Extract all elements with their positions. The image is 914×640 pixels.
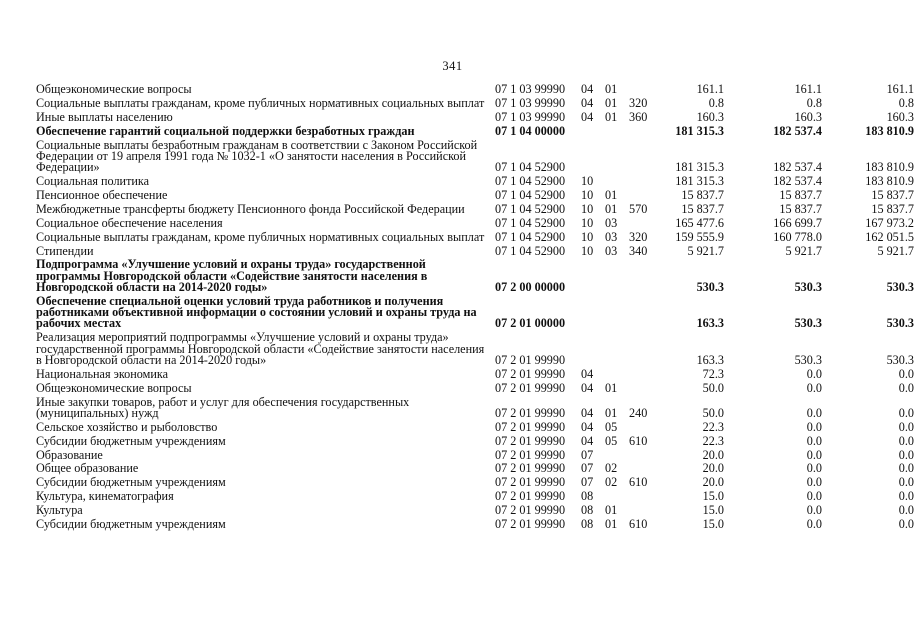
row-name: Национальная экономика xyxy=(36,366,169,381)
amount-year-3: 0.0 xyxy=(898,366,914,381)
amount-year-3: 161.1 xyxy=(886,82,914,96)
amount-year-1: 15.0 xyxy=(702,517,724,532)
subsection-code: 02 xyxy=(605,461,618,476)
row-name: Субсидии бюджетным учреждениям xyxy=(36,517,226,532)
subsection-code: 01 xyxy=(605,109,618,124)
section-code: 07 xyxy=(581,447,594,462)
section-code: 10 xyxy=(581,215,594,230)
target-article-code: 07 1 04 52900 xyxy=(495,215,566,230)
amount-year-2: 0.0 xyxy=(806,489,822,504)
expense-type-code: 610 xyxy=(629,517,648,532)
amount-year-1: 163.3 xyxy=(696,352,724,367)
amount-year-1: 181 315.3 xyxy=(675,160,724,175)
target-article-code: 07 2 01 99990 xyxy=(495,366,566,381)
amount-year-1: 165 477.6 xyxy=(675,215,724,230)
section-code: 04 xyxy=(581,380,594,395)
amount-year-1: 160.3 xyxy=(696,109,724,124)
target-article-code: 07 1 03 99990 xyxy=(495,109,566,124)
target-article-code: 07 1 04 00000 xyxy=(495,123,566,138)
amount-year-3: 0.0 xyxy=(898,405,914,420)
amount-year-1: 163.3 xyxy=(696,316,724,331)
section-code: 04 xyxy=(581,95,594,110)
amount-year-2: 0.0 xyxy=(806,405,822,420)
target-article-code: 07 2 01 00000 xyxy=(495,316,566,331)
amount-year-2: 0.0 xyxy=(806,419,822,434)
amount-year-3: 167 973.2 xyxy=(865,215,914,230)
amount-year-2: 161.1 xyxy=(794,82,822,96)
section-code: 08 xyxy=(581,503,594,518)
table-row xyxy=(36,447,914,464)
subsection-code: 01 xyxy=(605,187,618,202)
row-name: Социальное обеспечение населения xyxy=(36,215,223,230)
target-article-code: 07 1 03 99990 xyxy=(495,82,566,96)
subsection-code: 05 xyxy=(605,433,618,448)
amount-year-3: 0.0 xyxy=(898,461,914,476)
row-name: Субсидии бюджетным учреждениям xyxy=(36,433,226,448)
amount-year-2: 160 778.0 xyxy=(773,229,822,244)
row-name: Стипендии xyxy=(36,243,94,258)
section-code: 04 xyxy=(581,433,594,448)
amount-year-3: 530.3 xyxy=(886,316,914,331)
amount-year-3: 530.3 xyxy=(886,279,914,294)
row-name: Социальные выплаты гражданам, кроме публичных нормативных социальных выплат xyxy=(36,229,485,244)
amount-year-1: 22.3 xyxy=(702,433,724,448)
subsection-code: 01 xyxy=(605,503,618,518)
amount-year-2: 530.3 xyxy=(794,352,822,367)
row-name: Общеэкономические вопросы xyxy=(36,82,192,96)
amount-year-2: 530.3 xyxy=(794,279,822,294)
amount-year-2: 15 837.7 xyxy=(779,187,822,202)
amount-year-3: 0.0 xyxy=(898,419,914,434)
amount-year-1: 181 315.3 xyxy=(675,123,724,138)
subsection-code: 03 xyxy=(605,229,618,244)
amount-year-1: 159 555.9 xyxy=(675,229,724,244)
section-code: 10 xyxy=(581,229,594,244)
section-code: 04 xyxy=(581,405,594,420)
amount-year-1: 530.3 xyxy=(696,279,724,294)
amount-year-2: 0.8 xyxy=(806,95,822,110)
row-name: Иные закупки товаров, работ и услуг для обеспечения государственных (муниципальных) нужд xyxy=(36,394,410,420)
target-article-code: 07 1 04 52900 xyxy=(495,187,566,202)
subsection-code: 05 xyxy=(605,419,618,434)
amount-year-2: 160.3 xyxy=(794,109,822,124)
subsection-code: 01 xyxy=(605,517,618,532)
target-article-code: 07 2 01 99990 xyxy=(495,503,566,518)
row-name: Иные выплаты населению xyxy=(36,109,173,124)
row-name: Межбюджетные трансферты бюджету Пенсионного фонда Российской Федерации xyxy=(36,201,465,216)
row-name: Социальные выплаты безработным гражданам в соответствии с Законом Российской Федерации от 19 апреля 1991 года № 1032-1 «О занятости населения в Российской Федерации» xyxy=(36,137,478,175)
target-article-code: 07 2 01 99990 xyxy=(495,405,566,420)
amount-year-2: 0.0 xyxy=(806,503,822,518)
table-row xyxy=(36,332,914,368)
section-code: 04 xyxy=(581,366,594,381)
table-row xyxy=(36,229,914,246)
target-article-code: 07 1 04 52900 xyxy=(495,201,566,216)
page-number: 341 xyxy=(442,59,463,73)
section-code: 07 xyxy=(581,461,594,476)
subsection-code: 02 xyxy=(605,475,618,490)
expense-type-code: 610 xyxy=(629,433,648,448)
amount-year-3: 15 837.7 xyxy=(871,201,914,216)
amount-year-2: 182 537.4 xyxy=(773,160,822,175)
amount-year-1: 50.0 xyxy=(702,405,724,420)
budget-table xyxy=(36,84,914,533)
section-code: 08 xyxy=(581,489,594,504)
expense-type-code: 320 xyxy=(629,229,648,244)
target-article-code: 07 1 04 52900 xyxy=(495,229,566,244)
amount-year-1: 15.0 xyxy=(702,503,724,518)
row-name: Реализация мероприятий подпрограммы «Улучшение условий и охраны труда» государственной программы Новгородской области «Содействие занятости населения в Новгородской области на 2014-2020 годы» xyxy=(36,330,485,367)
amount-year-3: 0.0 xyxy=(898,475,914,490)
target-article-code: 07 2 01 99990 xyxy=(495,419,566,434)
amount-year-2: 15 837.7 xyxy=(779,201,822,216)
expense-type-code: 360 xyxy=(629,109,648,124)
subsection-code: 01 xyxy=(605,95,618,110)
amount-year-3: 0.0 xyxy=(898,380,914,395)
amount-year-2: 0.0 xyxy=(806,366,822,381)
table-row xyxy=(36,433,914,450)
subsection-code: 01 xyxy=(605,201,618,216)
target-article-code: 07 2 01 99990 xyxy=(495,517,566,532)
amount-year-2: 0.0 xyxy=(806,380,822,395)
row-name: Социальная политика xyxy=(36,174,150,189)
amount-year-3: 5 921.7 xyxy=(877,243,914,258)
target-article-code: 07 2 01 99990 xyxy=(495,475,566,490)
row-name: Социальные выплаты гражданам, кроме публичных нормативных социальных выплат xyxy=(36,95,485,110)
expense-type-code: 340 xyxy=(629,243,648,258)
target-article-code: 07 2 01 99990 xyxy=(495,447,566,462)
amount-year-3: 0.0 xyxy=(898,503,914,518)
amount-year-1: 0.8 xyxy=(708,95,724,110)
row-name: Обеспечение гарантий социальной поддержки безработных граждан xyxy=(36,123,415,138)
target-article-code: 07 2 01 99990 xyxy=(495,489,566,504)
section-code: 10 xyxy=(581,243,594,258)
section-code: 04 xyxy=(581,109,594,124)
subsection-code: 03 xyxy=(605,243,618,258)
row-name: Культура xyxy=(36,503,83,518)
row-name: Субсидии бюджетным учреждениям xyxy=(36,475,226,490)
amount-year-3: 530.3 xyxy=(886,352,914,367)
section-code: 10 xyxy=(581,174,594,189)
amount-year-2: 0.0 xyxy=(806,517,822,532)
amount-year-1: 15 837.7 xyxy=(681,187,724,202)
table-row xyxy=(36,491,914,505)
amount-year-2: 0.0 xyxy=(806,447,822,462)
amount-year-1: 161.1 xyxy=(696,82,724,96)
target-article-code: 07 2 01 99990 xyxy=(495,352,566,367)
amount-year-2: 182 537.4 xyxy=(773,174,822,189)
target-article-code: 07 2 00 00000 xyxy=(495,279,566,294)
table-row xyxy=(36,137,914,176)
amount-year-1: 15 837.7 xyxy=(681,201,724,216)
target-article-code: 07 1 04 52900 xyxy=(495,174,566,189)
amount-year-1: 15.0 xyxy=(702,489,724,504)
amount-year-3: 183 810.9 xyxy=(865,123,914,138)
row-name: Общеэкономические вопросы xyxy=(36,380,192,395)
amount-year-3: 162 051.5 xyxy=(865,229,914,244)
row-name: Пенсионное обеспечение xyxy=(36,187,168,202)
amount-year-3: 0.8 xyxy=(898,95,914,110)
amount-year-3: 0.0 xyxy=(898,517,914,532)
amount-year-3: 0.0 xyxy=(898,489,914,504)
row-name: Общее образование xyxy=(36,461,139,476)
table-row xyxy=(36,519,914,533)
subsection-code: 01 xyxy=(605,405,618,420)
row-name: Обеспечение специальной оценки условий труда работников и получения работниками объективной информации о состоянии условий и охраны труда на рабочих местах xyxy=(36,293,477,331)
target-article-code: 07 1 03 99990 xyxy=(495,95,566,110)
row-name: Подпрограмма «Улучшение условий и охраны труда» государственной программы Новгородской области «Содействие занятости населения в Новгородской области на 2014-2020 годы» xyxy=(36,257,428,294)
subsection-code: 01 xyxy=(605,82,618,96)
amount-year-3: 0.0 xyxy=(898,433,914,448)
amount-year-1: 50.0 xyxy=(702,380,724,395)
amount-year-3: 183 810.9 xyxy=(865,160,914,175)
table-row xyxy=(36,259,914,295)
section-code: 10 xyxy=(581,187,594,202)
section-code: 10 xyxy=(581,201,594,216)
amount-year-2: 5 921.7 xyxy=(785,243,822,258)
section-code: 04 xyxy=(581,419,594,434)
amount-year-1: 20.0 xyxy=(702,447,724,462)
expense-type-code: 240 xyxy=(629,405,648,420)
section-code: 08 xyxy=(581,517,594,532)
amount-year-2: 0.0 xyxy=(806,475,822,490)
target-article-code: 07 2 01 99990 xyxy=(495,461,566,476)
target-article-code: 07 2 01 99990 xyxy=(495,433,566,448)
amount-year-3: 15 837.7 xyxy=(871,187,914,202)
expense-type-code: 570 xyxy=(629,201,648,216)
row-name: Сельское хозяйство и рыболовство xyxy=(36,419,218,434)
subsection-code: 03 xyxy=(605,215,618,230)
amount-year-3: 0.0 xyxy=(898,447,914,462)
amount-year-1: 5 921.7 xyxy=(687,243,724,258)
amount-year-1: 72.3 xyxy=(702,366,724,381)
amount-year-3: 160.3 xyxy=(886,109,914,124)
row-name: Образование xyxy=(36,447,103,462)
amount-year-1: 22.3 xyxy=(702,419,724,434)
expense-type-code: 320 xyxy=(629,95,648,110)
section-code: 07 xyxy=(581,475,594,490)
amount-year-2: 0.0 xyxy=(806,461,822,476)
table-row xyxy=(36,293,914,332)
amount-year-2: 182 537.4 xyxy=(773,123,822,138)
amount-year-2: 530.3 xyxy=(794,316,822,331)
section-code: 04 xyxy=(581,82,594,96)
target-article-code: 07 1 04 52900 xyxy=(495,243,566,258)
row-name: Культура, кинематография xyxy=(36,489,174,504)
amount-year-2: 0.0 xyxy=(806,433,822,448)
amount-year-1: 20.0 xyxy=(702,461,724,476)
subsection-code: 01 xyxy=(605,380,618,395)
amount-year-3: 183 810.9 xyxy=(865,174,914,189)
amount-year-1: 181 315.3 xyxy=(675,174,724,189)
table-row xyxy=(36,394,914,422)
amount-year-1: 20.0 xyxy=(702,475,724,490)
amount-year-2: 166 699.7 xyxy=(773,215,822,230)
expense-type-code: 610 xyxy=(629,475,648,490)
target-article-code: 07 2 01 99990 xyxy=(495,380,566,395)
target-article-code: 07 1 04 52900 xyxy=(495,160,566,175)
